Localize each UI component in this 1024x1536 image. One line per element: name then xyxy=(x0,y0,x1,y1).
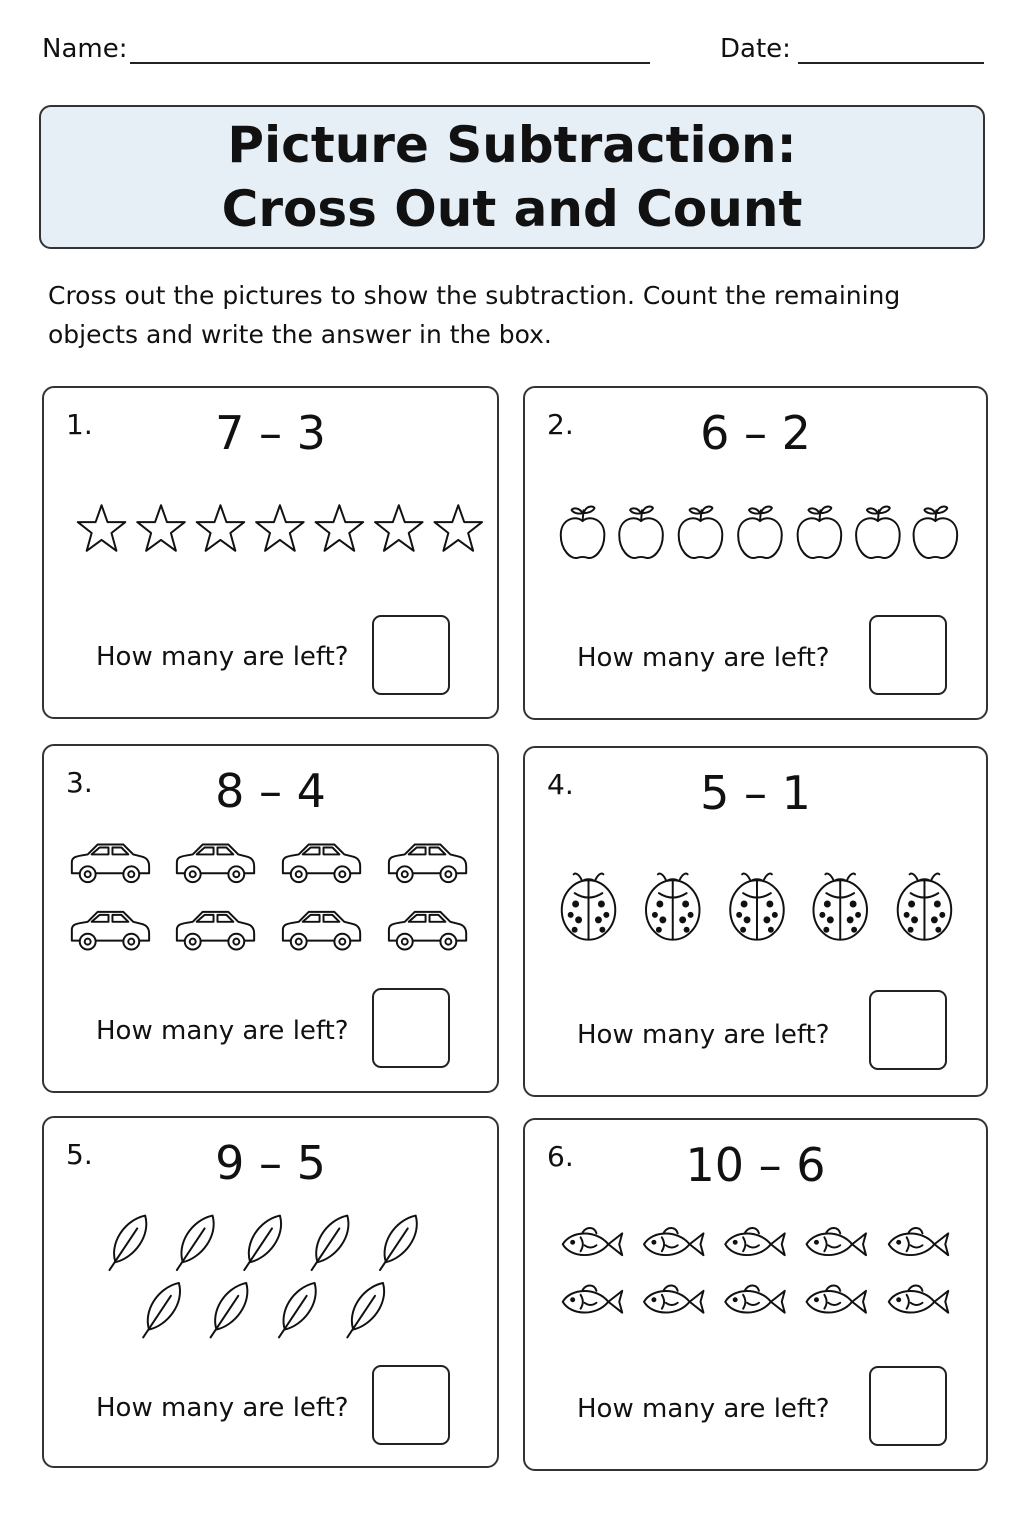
car-icon[interactable] xyxy=(72,912,149,950)
problem-expression: 8 – 4 xyxy=(215,764,326,818)
car-icon[interactable] xyxy=(283,845,360,883)
date-field[interactable] xyxy=(798,62,984,64)
problem-number: 6. xyxy=(547,1140,574,1173)
fish-icon[interactable] xyxy=(889,1286,948,1313)
problem-card-3 xyxy=(42,744,499,1093)
leaf-icon[interactable] xyxy=(312,1216,349,1270)
problem-question: How many are left? xyxy=(577,1020,830,1050)
problem-expression: 6 – 2 xyxy=(700,406,811,460)
fish-icon[interactable] xyxy=(563,1286,622,1313)
picture-group xyxy=(54,836,487,966)
leaf-icon[interactable] xyxy=(347,1283,384,1337)
problem-card-4 xyxy=(523,746,988,1097)
leaf-icon[interactable] xyxy=(211,1283,248,1337)
name-label: Name: xyxy=(42,34,128,64)
apple-icon[interactable] xyxy=(914,507,958,558)
answer-box[interactable] xyxy=(372,615,450,695)
star-icon[interactable] xyxy=(375,505,423,551)
problem-question: How many are left? xyxy=(577,643,830,673)
title-banner xyxy=(39,105,985,249)
picture-group xyxy=(54,1208,487,1348)
problem-number: 3. xyxy=(66,766,93,799)
fish-icon[interactable] xyxy=(889,1228,948,1255)
apple-icon[interactable] xyxy=(798,507,842,558)
leaf-icon[interactable] xyxy=(279,1283,316,1337)
ladybug-icon[interactable] xyxy=(562,874,616,940)
answer-box[interactable] xyxy=(869,615,947,695)
star-icon[interactable] xyxy=(137,505,185,551)
ladybug-icon[interactable] xyxy=(730,874,784,940)
problem-number: 1. xyxy=(66,408,93,441)
star-icon[interactable] xyxy=(78,505,126,551)
pictures-svg xyxy=(535,860,976,950)
problem-question: How many are left? xyxy=(577,1394,830,1424)
pictures-svg xyxy=(54,836,487,966)
answer-box[interactable] xyxy=(869,1366,947,1446)
instructions-line-1: Cross out the pictures to show the subtraction. Count the remaining xyxy=(48,281,901,310)
apple-icon[interactable] xyxy=(619,507,663,558)
car-icon[interactable] xyxy=(177,845,254,883)
ladybug-icon[interactable] xyxy=(646,874,700,940)
pictures-svg xyxy=(535,500,976,564)
fish-icon[interactable] xyxy=(644,1286,703,1313)
problem-question: How many are left? xyxy=(96,1393,349,1423)
car-icon[interactable] xyxy=(72,845,149,883)
leaf-icon[interactable] xyxy=(143,1283,180,1337)
problem-card-6 xyxy=(523,1118,988,1471)
picture-group xyxy=(535,860,976,950)
picture-group xyxy=(535,500,976,564)
problem-card-5 xyxy=(42,1116,499,1468)
apple-icon[interactable] xyxy=(561,507,605,558)
apple-icon[interactable] xyxy=(679,507,723,558)
answer-box[interactable] xyxy=(372,988,450,1068)
problem-number: 5. xyxy=(66,1138,93,1171)
problem-expression: 5 – 1 xyxy=(700,766,811,820)
car-icon[interactable] xyxy=(177,912,254,950)
title-line-2: Cross Out and Count xyxy=(221,180,803,238)
ladybug-icon[interactable] xyxy=(898,874,952,940)
problem-expression: 9 – 5 xyxy=(215,1136,326,1190)
apple-icon[interactable] xyxy=(738,507,782,558)
leaf-icon[interactable] xyxy=(380,1216,417,1270)
fish-icon[interactable] xyxy=(644,1228,703,1255)
picture-group xyxy=(535,1220,976,1330)
fish-icon[interactable] xyxy=(725,1286,784,1313)
problem-expression: 10 – 6 xyxy=(685,1138,826,1192)
car-icon[interactable] xyxy=(389,912,466,950)
title-line-1: Picture Subtraction: xyxy=(227,116,797,174)
star-icon[interactable] xyxy=(316,505,364,551)
instructions xyxy=(48,276,948,354)
fish-icon[interactable] xyxy=(725,1228,784,1255)
date-label: Date: xyxy=(720,34,791,64)
problem-number: 4. xyxy=(547,768,574,801)
problem-card-2 xyxy=(523,386,988,720)
name-field[interactable] xyxy=(130,62,650,64)
answer-box[interactable] xyxy=(372,1365,450,1445)
leaf-icon[interactable] xyxy=(109,1216,146,1270)
star-icon[interactable] xyxy=(256,505,304,551)
problem-question: How many are left? xyxy=(96,642,349,672)
instructions-line-2: objects and write the answer in the box. xyxy=(48,320,552,349)
car-icon[interactable] xyxy=(283,912,360,950)
leaf-icon[interactable] xyxy=(177,1216,214,1270)
ladybug-icon[interactable] xyxy=(813,874,867,940)
car-icon[interactable] xyxy=(389,845,466,883)
problem-expression: 7 – 3 xyxy=(215,406,326,460)
pictures-svg xyxy=(535,1220,976,1330)
picture-group xyxy=(54,500,487,560)
leaf-icon[interactable] xyxy=(244,1216,281,1270)
star-icon[interactable] xyxy=(197,505,245,551)
fish-icon[interactable] xyxy=(807,1286,866,1313)
apple-icon[interactable] xyxy=(856,507,900,558)
star-icon[interactable] xyxy=(434,505,482,551)
fish-icon[interactable] xyxy=(807,1228,866,1255)
fish-icon[interactable] xyxy=(563,1228,622,1255)
answer-box[interactable] xyxy=(869,990,947,1070)
problem-card-1 xyxy=(42,386,499,719)
problem-question: How many are left? xyxy=(96,1016,349,1046)
pictures-svg xyxy=(54,1208,487,1348)
pictures-svg xyxy=(54,500,487,560)
problem-number: 2. xyxy=(547,408,574,441)
